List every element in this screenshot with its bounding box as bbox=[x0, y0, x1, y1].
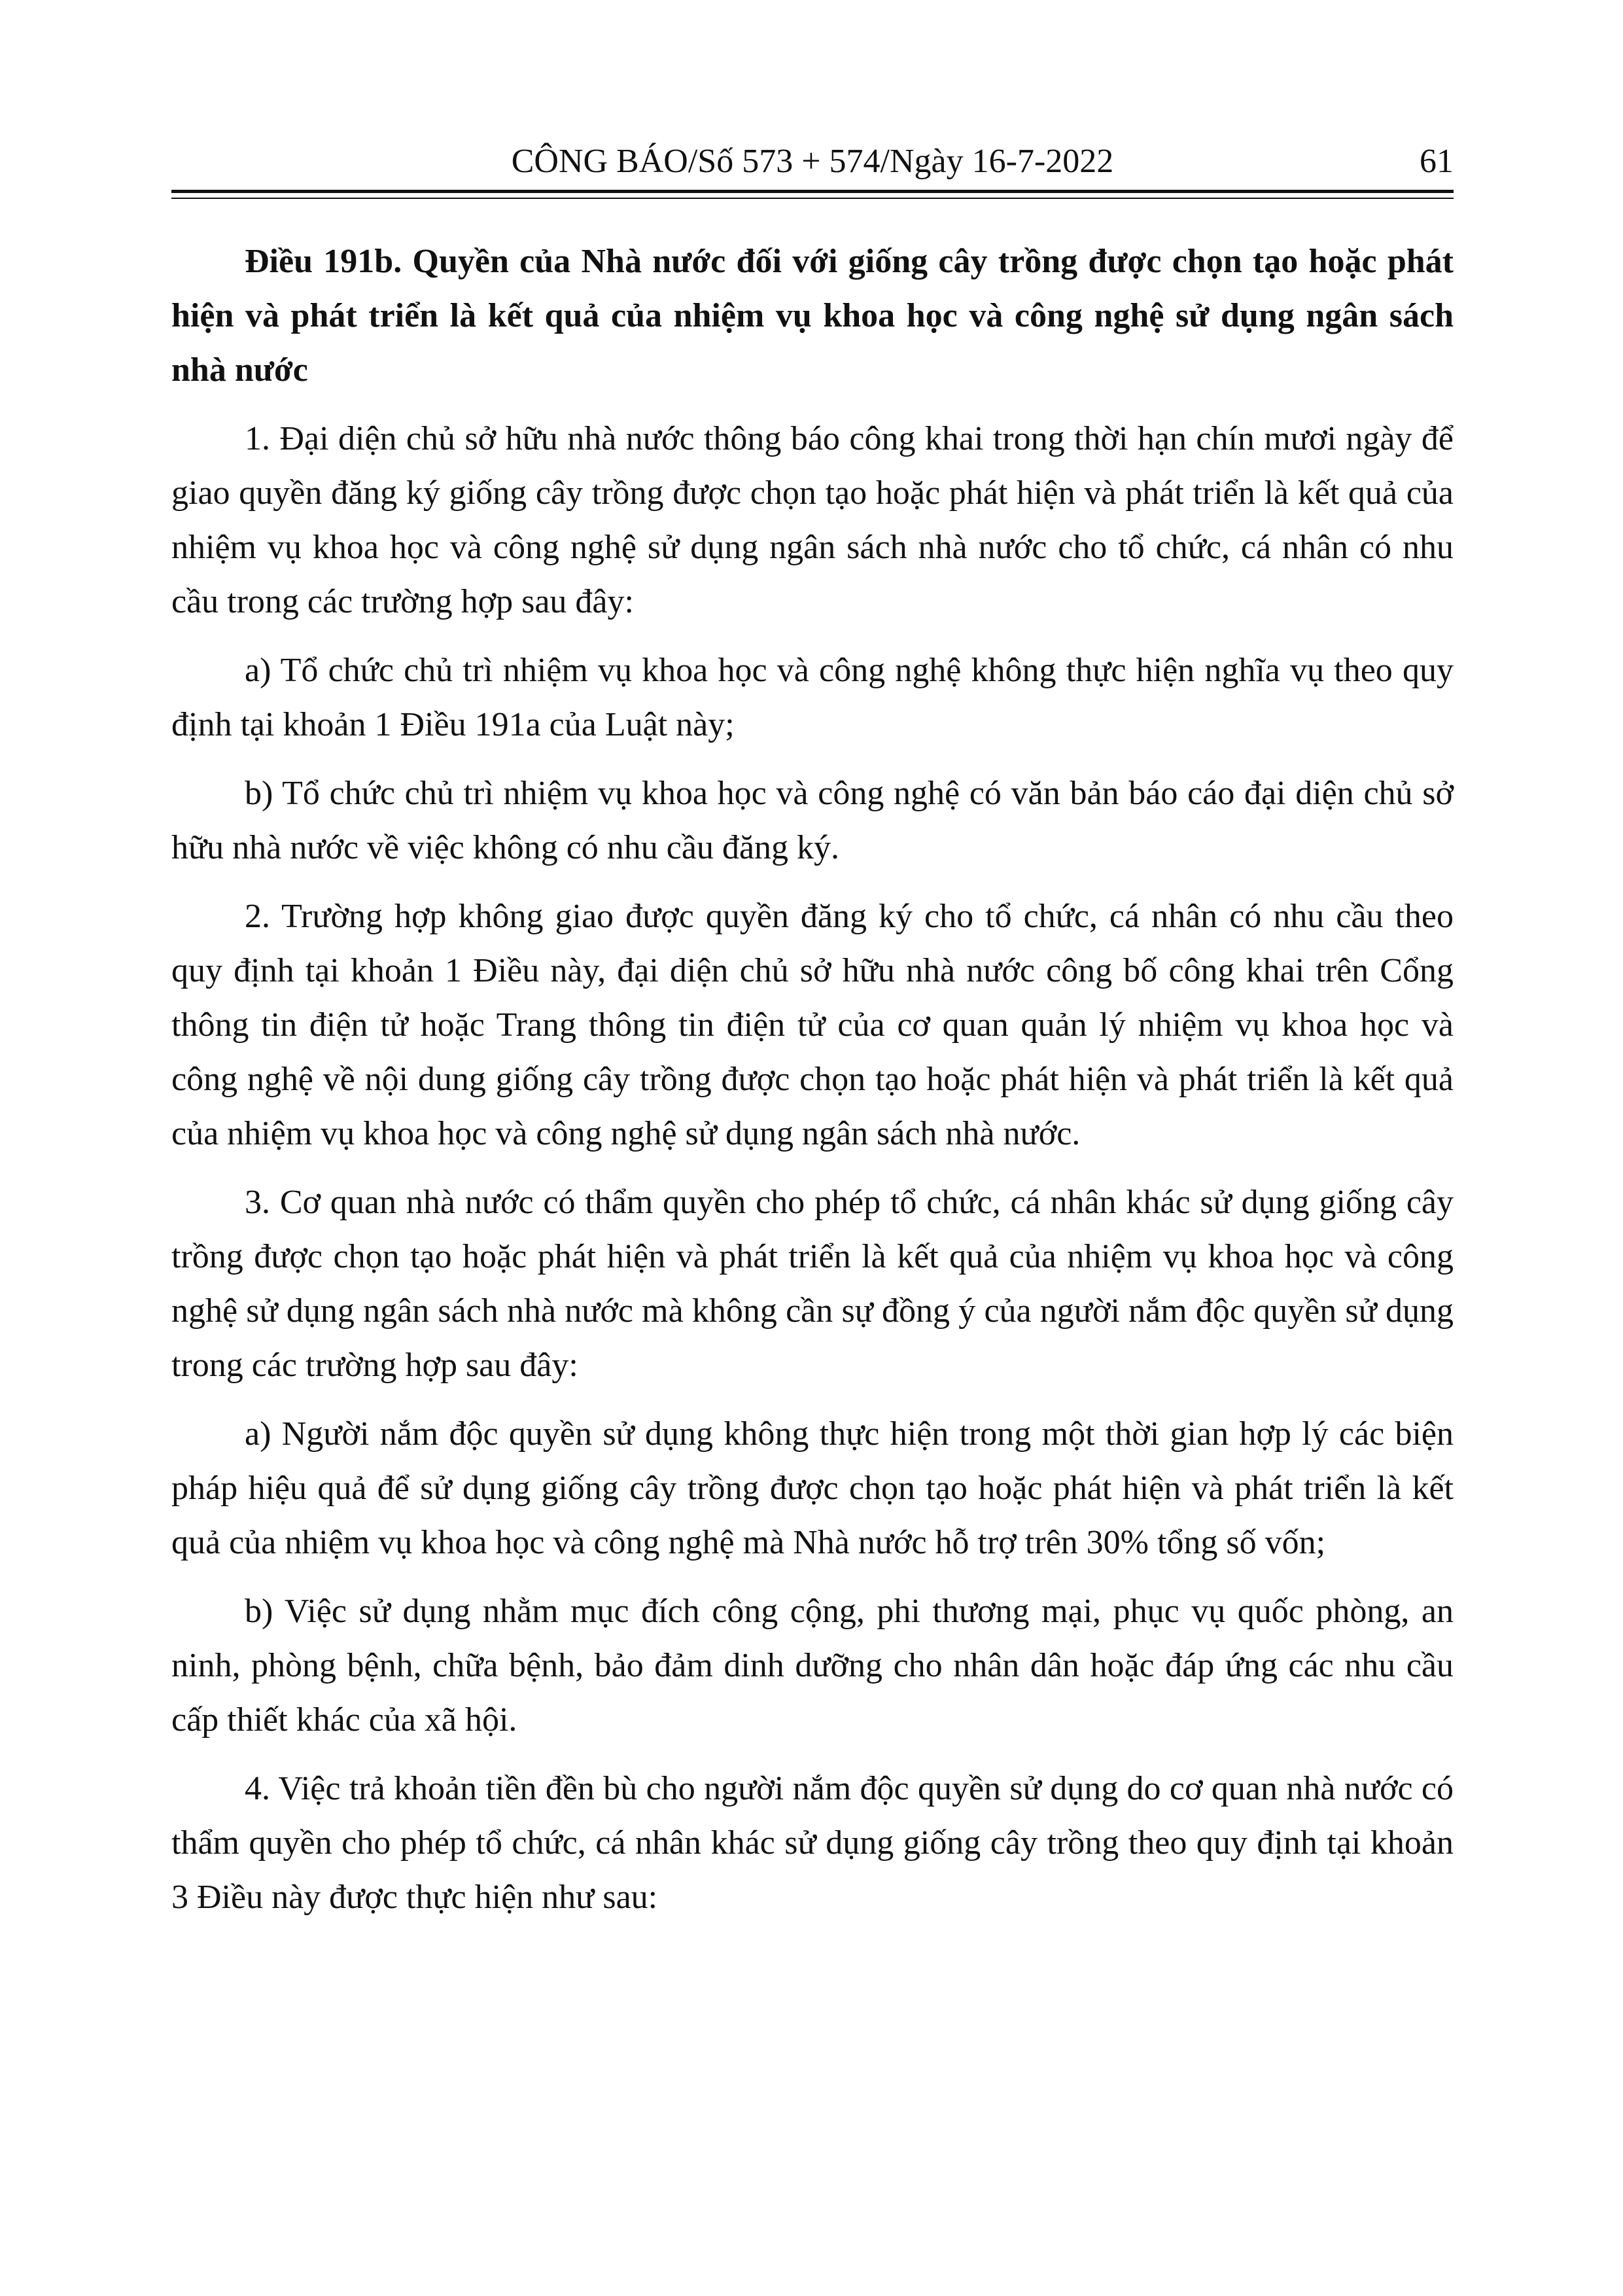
paragraph-clause-3: 3. Cơ quan nhà nước có thẩm quyền cho phép tổ chức, cá nhân khác sử dụng giống cây trồng được chọn tạo hoặc phát hiện và phát triển là kết quả của nhiệm vụ khoa học và công nghệ sử dụng ngân sách nhà nước mà không cần sự đồng ý của người nắm độc quyền sử dụng trong các trường hợp sau đây: bbox=[171, 1184, 1454, 1384]
paragraph-clause-2: 2. Trường hợp không giao được quyền đăng ký cho tổ chức, cá nhân có nhu cầu theo quy định tại khoản 1 Điều này, đại diện chủ sở hữu nhà nước công bố công khai trên Cổng thông tin điện tử hoặc Trang thông tin điện tử của cơ quan quản lý nhiệm vụ khoa học và công nghệ về nội dung giống cây trồng được chọn tạo hoặc phát hiện và phát triển là kết quả của nhiệm vụ khoa học và công nghệ sử dụng ngân sách nhà nước. bbox=[171, 898, 1454, 1152]
page-number: 61 bbox=[1420, 143, 1454, 180]
paragraph-clause-1: 1. Đại diện chủ sở hữu nhà nước thông báo công khai trong thời hạn chín mươi ngày để giao quyền đăng ký giống cây trồng được chọn tạo hoặc phát hiện và phát triển là kết quả của nhiệm vụ khoa học và công nghệ sử dụng ngân sách nhà nước cho tổ chức, cá nhân có nhu cầu trong các trường hợp sau đây: bbox=[171, 420, 1454, 620]
paragraph-clause-3a: a) Người nắm độc quyền sử dụng không thực hiện trong một thời gian hợp lý các biện pháp hiệu quả để sử dụng giống cây trồng được chọn tạo hoặc phát hiện và phát triển là kết quả của nhiệm vụ khoa học và công nghệ mà Nhà nước hỗ trợ trên 30% tổng số vốn; bbox=[171, 1415, 1454, 1561]
article-body bbox=[171, 234, 1454, 1939]
page-header bbox=[171, 139, 1454, 185]
paragraph-clause-3b: b) Việc sử dụng nhằm mục đích công cộng, phi thương mại, phục vụ quốc phòng, an ninh, phòng bệnh, chữa bệnh, bảo đảm dinh dưỡng cho nhân dân hoặc đáp ứng các nhu cầu cấp thiết khác của xã hội. bbox=[171, 1593, 1454, 1739]
paragraph-clause-4: 4. Việc trả khoản tiền đền bù cho người nắm độc quyền sử dụng do cơ quan nhà nước có thẩm quyền cho phép tổ chức, cá nhân khác sử dụng giống cây trồng theo quy định tại khoản 3 Điều này được thực hiện như sau: bbox=[171, 1770, 1454, 1916]
paragraph-clause-1a: a) Tổ chức chủ trì nhiệm vụ khoa học và công nghệ không thực hiện nghĩa vụ theo quy định tại khoản 1 Điều 191a của Luật này; bbox=[171, 652, 1454, 743]
paragraph-clause-1b: b) Tổ chức chủ trì nhiệm vụ khoa học và công nghệ có văn bản báo cáo đại diện chủ sở hữu nhà nước về việc không có nhu cầu đăng ký. bbox=[171, 775, 1454, 866]
header-rule-thin bbox=[171, 198, 1454, 199]
header-rule-thick bbox=[171, 190, 1454, 193]
article-title: Điều 191b. Quyền của Nhà nước đối với giống cây trồng được chọn tạo hoặc phát hiện và phát triển là kết quả của nhiệm vụ khoa học và công nghệ sử dụng ngân sách nhà nước bbox=[171, 243, 1454, 389]
gazette-header-title: CÔNG BÁO/Số 573 + 574/Ngày 16-7-2022 bbox=[511, 143, 1114, 180]
